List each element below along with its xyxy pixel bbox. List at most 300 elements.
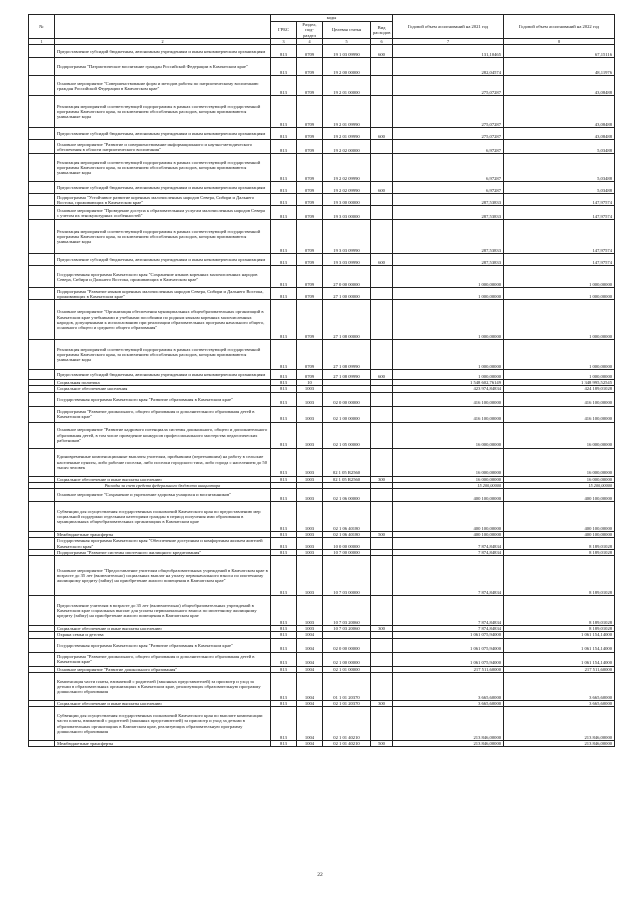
row-grbs-cell: 813 bbox=[271, 206, 297, 220]
row-exp-type-cell bbox=[371, 596, 393, 626]
table-row bbox=[29, 448, 615, 476]
row-exp-type-cell: 600 bbox=[371, 45, 393, 58]
table-row bbox=[29, 596, 615, 626]
row-sum-2022-cell: 15 200,00000 bbox=[504, 482, 615, 488]
row-sum-2022-cell: 213 846,00000 bbox=[504, 741, 615, 747]
row-exp-type-cell: 500 bbox=[371, 531, 393, 537]
row-number-cell bbox=[29, 300, 55, 340]
row-sum-2021-cell: 1 000,00000 bbox=[393, 300, 504, 340]
row-sum-2022-cell: 400 100,00000 bbox=[504, 531, 615, 537]
row-sum-2022-cell: 16 000,00000 bbox=[504, 422, 615, 448]
row-sum-2022-cell: 416 100,00000 bbox=[504, 392, 615, 406]
row-name-cell: Основное мероприятие "Организация обеспечения муниципальных общеобразовательных организаций в Камчатском крае учебниками и учебными пособиями по родным языкам коренных малочисленных народов, допущенными к использованию при реализации образовательных программ начального общего, основного общего и среднего общего образования" bbox=[55, 300, 271, 340]
row-sum-2022-cell: 3 665,60000 bbox=[504, 672, 615, 700]
row-sum-2022-cell: 147,97574 bbox=[504, 254, 615, 266]
row-sum-2022-cell: 400 100,00000 bbox=[504, 488, 615, 501]
row-sum-2021-cell: 7 874,84834 bbox=[393, 626, 504, 632]
row-exp-type-cell bbox=[371, 206, 393, 220]
row-sum-2021-cell: 15 200,00000 bbox=[393, 482, 504, 488]
row-sum-2022-cell: 400 100,00000 bbox=[504, 501, 615, 531]
row-exp-type-cell bbox=[371, 652, 393, 666]
row-grbs-cell: 813 bbox=[271, 300, 297, 340]
row-target-cell: 27 1 08 00000 bbox=[323, 300, 371, 340]
row-grbs-cell: 813 bbox=[271, 254, 297, 266]
row-sum-2022-cell: 43,08488 bbox=[504, 96, 615, 128]
row-number-cell bbox=[29, 406, 55, 422]
row-section-cell: 1003 bbox=[297, 531, 323, 537]
row-grbs-cell: 813 bbox=[271, 501, 297, 531]
table-row bbox=[29, 220, 615, 254]
row-number-cell bbox=[29, 220, 55, 254]
budget-table-body bbox=[29, 45, 615, 747]
row-sum-2021-cell: 400 100,00000 bbox=[393, 531, 504, 537]
table-row bbox=[29, 58, 615, 76]
row-sum-2022-cell: 1 000,00000 bbox=[504, 300, 615, 340]
row-target-cell: 19 2 02 09990 bbox=[323, 154, 371, 182]
row-grbs-cell: 813 bbox=[271, 556, 297, 596]
table-row bbox=[29, 707, 615, 741]
row-sum-2021-cell: 3 665,60000 bbox=[393, 672, 504, 700]
row-exp-type-cell: 300 bbox=[371, 626, 393, 632]
row-name-cell: Основное мероприятие "Сохранение и укрепление здоровья учащихся и воспитанников" bbox=[55, 488, 271, 501]
row-grbs-cell: 813 bbox=[271, 194, 297, 206]
row-grbs-cell: 813 bbox=[271, 538, 297, 550]
row-target-cell: 10 7 03 00000 bbox=[323, 556, 371, 596]
row-grbs-cell: 813 bbox=[271, 182, 297, 194]
row-section-cell: 1004 bbox=[297, 632, 323, 638]
row-name-cell: Реализация мероприятий соответствующей подпрограммы в рамках соответствующей государственной программы Камчатского края, за исключением обособленных расходов, которым присваиваются уникальные коды bbox=[55, 154, 271, 182]
row-sum-2022-cell: 5,03488 bbox=[504, 182, 615, 194]
row-number-cell bbox=[29, 370, 55, 380]
table-row bbox=[29, 488, 615, 501]
row-target-cell: 10 7 03 20060 bbox=[323, 626, 371, 632]
row-exp-type-cell bbox=[371, 154, 393, 182]
row-name-cell: Социальное обеспечение населения bbox=[55, 386, 271, 392]
row-target-cell: 02 1 01 40210 bbox=[323, 707, 371, 741]
row-name-cell: Государственная программа Камчатского края "Развитие образования в Камчатском крае" bbox=[55, 638, 271, 652]
table-row bbox=[29, 538, 615, 550]
row-target-cell: 02 1 01 40210 bbox=[323, 741, 371, 747]
row-name-cell: Предоставление субсидий бюджетным, автономным учреждениям и иным некоммерческим организациям bbox=[55, 45, 271, 58]
row-target-cell: 27 1 00 00000 bbox=[323, 288, 371, 300]
row-grbs-cell: 813 bbox=[271, 596, 297, 626]
row-section-cell: 0709 bbox=[297, 128, 323, 140]
row-grbs-cell: 813 bbox=[271, 638, 297, 652]
table-row bbox=[29, 154, 615, 182]
header-index: 6 bbox=[371, 39, 393, 45]
row-grbs-cell: 813 bbox=[271, 672, 297, 700]
row-grbs-cell: 813 bbox=[271, 632, 297, 638]
row-grbs-cell: 813 bbox=[271, 45, 297, 58]
row-sum-2021-cell: 287,53833 bbox=[393, 220, 504, 254]
row-grbs-cell: 813 bbox=[271, 652, 297, 666]
header-target: Целевая статья bbox=[323, 22, 371, 39]
row-exp-type-cell bbox=[371, 556, 393, 596]
row-exp-type-cell bbox=[371, 392, 393, 406]
table-row bbox=[29, 76, 615, 96]
row-exp-type-cell bbox=[371, 340, 393, 370]
row-name-cell: Субвенции для осуществления государственных полномочий Камчатского края по предоставлению мер социальной поддержки отдельным категориям граждан в период получения ими образования в муниципальных общеобразовательных организациях в Камчатском крае bbox=[55, 501, 271, 531]
row-number-cell bbox=[29, 154, 55, 182]
table-row bbox=[29, 45, 615, 58]
row-grbs-cell: 813 bbox=[271, 550, 297, 556]
row-sum-2021-cell: 217 511,60000 bbox=[393, 666, 504, 672]
row-number-cell bbox=[29, 340, 55, 370]
row-grbs-cell: 813 bbox=[271, 386, 297, 392]
row-name-cell: Предоставление субсидий бюджетным, автономным учреждениям и иным некоммерческим организациям bbox=[55, 182, 271, 194]
row-target-cell: 19 2 01 00000 bbox=[323, 76, 371, 96]
row-exp-type-cell bbox=[371, 672, 393, 700]
row-exp-type-cell bbox=[371, 538, 393, 550]
table-row bbox=[29, 140, 615, 154]
row-number-cell bbox=[29, 448, 55, 476]
row-number-cell bbox=[29, 194, 55, 206]
header-index: 8 bbox=[504, 39, 615, 45]
row-grbs-cell: 813 bbox=[271, 700, 297, 706]
page-number: 22 bbox=[317, 872, 323, 878]
row-section-cell: 1004 bbox=[297, 666, 323, 672]
row-sum-2022-cell: 1 000,00000 bbox=[504, 266, 615, 288]
table-row bbox=[29, 194, 615, 206]
row-sum-2022-cell: 8 189,01028 bbox=[504, 550, 615, 556]
row-section-cell: 1003 bbox=[297, 550, 323, 556]
row-section-cell: 1004 bbox=[297, 638, 323, 652]
row-target-cell: 02 0 00 00000 bbox=[323, 392, 371, 406]
row-sum-2021-cell: 1 000,00000 bbox=[393, 340, 504, 370]
row-sum-2022-cell: 213 846,00000 bbox=[504, 707, 615, 741]
row-number-cell bbox=[29, 58, 55, 76]
row-number-cell bbox=[29, 707, 55, 741]
row-section-cell: 0709 bbox=[297, 266, 323, 288]
row-sum-2021-cell: 6,97287 bbox=[393, 140, 504, 154]
row-grbs-cell: 813 bbox=[271, 531, 297, 537]
row-name-cell: Социальное обеспечение и иные выплаты населению bbox=[55, 700, 271, 706]
row-sum-2022-cell: 67,15116 bbox=[504, 45, 615, 58]
row-exp-type-cell bbox=[371, 300, 393, 340]
row-name-cell: Предоставление субсидий бюджетным, автономным учреждениям и иным некоммерческим организациям bbox=[55, 370, 271, 380]
row-grbs-cell: 813 bbox=[271, 370, 297, 380]
row-section-cell: 0709 bbox=[297, 182, 323, 194]
row-section-cell: 1003 bbox=[297, 596, 323, 626]
row-sum-2022-cell: 416 100,00000 bbox=[504, 406, 615, 422]
row-section-cell: 0709 bbox=[297, 45, 323, 58]
row-name-cell: Компенсация части платы, взимаемой с родителей (законных представителей) за присмотр и уход за детьми в образовательных организациях в Камчатском крае, реализующих образовательную программу дошкольного образования bbox=[55, 672, 271, 700]
row-exp-type-cell: 600 bbox=[371, 128, 393, 140]
row-sum-2021-cell: 1 000,00000 bbox=[393, 288, 504, 300]
table-row bbox=[29, 556, 615, 596]
row-section-cell: 1004 bbox=[297, 672, 323, 700]
row-sum-2022-cell: 1 000,00000 bbox=[504, 288, 615, 300]
row-section-cell: 1004 bbox=[297, 652, 323, 666]
row-grbs-cell: 813 bbox=[271, 288, 297, 300]
row-name-cell: Предоставление учителям в возрасте до 35 лет (включительно) общеобразовательных учреждений в Камчатском крае социальных выплат для уплаты первоначального взноса по ипотечному жилищному кредиту (займу) на приобретение жилого помещения в Камчатском крае bbox=[55, 596, 271, 626]
row-section-cell: 1004 bbox=[297, 741, 323, 747]
row-name-cell: Подпрограмма "Развитие дошкольного, общего образования и дополнительного образования детей в Камчатском крае" bbox=[55, 406, 271, 422]
row-sum-2021-cell: 287,53833 bbox=[393, 194, 504, 206]
table-row bbox=[29, 96, 615, 128]
header-index: 2 bbox=[55, 39, 271, 45]
row-number-cell bbox=[29, 652, 55, 666]
header-index: 3 bbox=[271, 39, 297, 45]
row-grbs-cell: 813 bbox=[271, 488, 297, 501]
row-grbs-cell: 813 bbox=[271, 626, 297, 632]
row-sum-2022-cell: 1 348 995,52545 bbox=[504, 380, 615, 386]
row-exp-type-cell bbox=[371, 194, 393, 206]
row-sum-2022-cell: 1 061 154,14000 bbox=[504, 652, 615, 666]
row-name-cell: Подпрограмма "Патриотическое воспитание граждан Российской Федерации в Камчатском крае" bbox=[55, 58, 271, 76]
row-section-cell: 0709 bbox=[297, 220, 323, 254]
row-sum-2021-cell: 7 874,84834 bbox=[393, 596, 504, 626]
row-sum-2021-cell: 7 874,84834 bbox=[393, 556, 504, 596]
row-name-cell: Основное мероприятие "Развитие дошкольного образования" bbox=[55, 666, 271, 672]
row-section-cell: 1003 bbox=[297, 422, 323, 448]
row-section-cell: 1003 bbox=[297, 626, 323, 632]
row-grbs-cell: 813 bbox=[271, 220, 297, 254]
table-row bbox=[29, 672, 615, 700]
row-sum-2021-cell: 16 000,00000 bbox=[393, 476, 504, 482]
row-sum-2021-cell: 287,53833 bbox=[393, 206, 504, 220]
row-section-cell: 1003 bbox=[297, 488, 323, 501]
row-target-cell: 02 0 00 00000 bbox=[323, 638, 371, 652]
row-section-cell: 0709 bbox=[297, 140, 323, 154]
row-sum-2021-cell: 282,04574 bbox=[393, 58, 504, 76]
row-target-cell: 02 1 00 00000 bbox=[323, 406, 371, 422]
row-name-cell: Социальное обеспечение и иные выплаты населению bbox=[55, 476, 271, 482]
row-exp-type-cell bbox=[371, 488, 393, 501]
table-row bbox=[29, 340, 615, 370]
row-sum-2021-cell: 3 665,60000 bbox=[393, 700, 504, 706]
row-section-cell: 0709 bbox=[297, 370, 323, 380]
row-exp-type-cell bbox=[371, 96, 393, 128]
table-row bbox=[29, 300, 615, 340]
row-sum-2021-cell: 423 974,84834 bbox=[393, 386, 504, 392]
row-exp-type-cell bbox=[371, 288, 393, 300]
row-sum-2022-cell: 8 189,01028 bbox=[504, 556, 615, 596]
header-exp-type: Вид расходов bbox=[371, 22, 393, 39]
table-row bbox=[29, 254, 615, 266]
row-target-cell: 02 1 06 40180 bbox=[323, 531, 371, 537]
row-sum-2021-cell: 416 100,00000 bbox=[393, 392, 504, 406]
row-exp-type-cell bbox=[371, 76, 393, 96]
row-number-cell bbox=[29, 501, 55, 531]
row-name-cell: Межбюджетные трансферты bbox=[55, 741, 271, 747]
row-section-cell: 0709 bbox=[297, 254, 323, 266]
row-sum-2022-cell: 48,11976 bbox=[504, 58, 615, 76]
row-sum-2021-cell: 1 548 602,76149 bbox=[393, 380, 504, 386]
row-target-cell: 19 2 00 00000 bbox=[323, 58, 371, 76]
row-sum-2021-cell: 275,07287 bbox=[393, 96, 504, 128]
row-sum-2022-cell: 424 189,01028 bbox=[504, 386, 615, 392]
row-name-cell: Основное мероприятие "Предоставление учителям общеобразовательных учреждений в Камчатском крае в возрасте до 35 лет (включительно) социальных выплат на уплату первоначального взноса по ипотечному жилищному кредиту (займу) на приобретение жилого помещения в Камчатском крае" bbox=[55, 556, 271, 596]
row-grbs-cell: 813 bbox=[271, 58, 297, 76]
row-target-cell: 27 1 08 09990 bbox=[323, 340, 371, 370]
row-name-cell: Основное мероприятие "Проведение доступа к образовательным услугам малочисленных народов Севера с учетом их этнокультурных особенностей" bbox=[55, 206, 271, 220]
row-target-cell: 02 1 05 R2560 bbox=[323, 448, 371, 476]
row-exp-type-cell bbox=[371, 501, 393, 531]
row-name-cell: Предоставление субсидий бюджетным, автономным учреждениям и иным некоммерческим организациям bbox=[55, 254, 271, 266]
row-number-cell bbox=[29, 422, 55, 448]
row-number-cell bbox=[29, 556, 55, 596]
header-index: 1 bbox=[29, 39, 55, 45]
table-row bbox=[29, 288, 615, 300]
row-section-cell: 1003 bbox=[297, 448, 323, 476]
row-section-cell: 1003 bbox=[297, 476, 323, 482]
row-name-cell: Подпрограмма "Развитие системы ипотечного жилищного кредитования" bbox=[55, 550, 271, 556]
row-name-cell: Межбюджетные трансферты bbox=[55, 531, 271, 537]
row-exp-type-cell bbox=[371, 220, 393, 254]
row-name-cell: Основное мероприятие "Развитие и совершенствование информационного и научно-методического обеспечения в области патриотического воспитания" bbox=[55, 140, 271, 154]
row-sum-2022-cell: 147,97574 bbox=[504, 194, 615, 206]
row-exp-type-cell bbox=[371, 707, 393, 741]
row-sum-2021-cell: 1 000,00000 bbox=[393, 266, 504, 288]
row-grbs-cell: 813 bbox=[271, 96, 297, 128]
row-target-cell: 02 1 05 00000 bbox=[323, 422, 371, 448]
row-grbs-cell: 813 bbox=[271, 266, 297, 288]
row-number-cell bbox=[29, 128, 55, 140]
row-exp-type-cell: 300 bbox=[371, 700, 393, 706]
row-sum-2021-cell: 131,10465 bbox=[393, 45, 504, 58]
row-target-cell: 19 2 02 09990 bbox=[323, 182, 371, 194]
row-grbs-cell: 813 bbox=[271, 448, 297, 476]
header-num: № bbox=[29, 15, 55, 39]
row-grbs-cell: 813 bbox=[271, 340, 297, 370]
row-sum-2022-cell: 43,08488 bbox=[504, 76, 615, 96]
table-row bbox=[29, 741, 615, 747]
row-sum-2021-cell: 6,97287 bbox=[393, 154, 504, 182]
row-name-cell: Государственная программа Камчатского края "Обеспечение доступным и комфортным жильем жителей Камчатского края" bbox=[55, 538, 271, 550]
row-section-cell: 0709 bbox=[297, 96, 323, 128]
row-grbs-cell: 813 bbox=[271, 154, 297, 182]
row-sum-2021-cell: 7 874,84834 bbox=[393, 550, 504, 556]
row-number-cell bbox=[29, 488, 55, 501]
row-name-cell: Государственная программа Камчатского края "Развитие образования в Камчатском крае" bbox=[55, 392, 271, 406]
row-name-cell: Реализация мероприятий соответствующей подпрограммы в рамках соответствующей государственной программы Камчатского края, за исключением обособленных расходов, которым присваиваются уникальные коды bbox=[55, 220, 271, 254]
row-grbs-cell: 813 bbox=[271, 666, 297, 672]
row-section-cell: 1003 bbox=[297, 386, 323, 392]
budget-table bbox=[28, 14, 615, 747]
row-sum-2021-cell: 213 846,00000 bbox=[393, 741, 504, 747]
table-row bbox=[29, 266, 615, 288]
row-sum-2021-cell: 213 846,00000 bbox=[393, 707, 504, 741]
row-number-cell bbox=[29, 266, 55, 288]
header-index: 4 bbox=[297, 39, 323, 45]
header-grbs: ГРБС bbox=[271, 22, 297, 39]
row-section-cell: 0709 bbox=[297, 76, 323, 96]
row-sum-2022-cell: 1 000,00000 bbox=[504, 340, 615, 370]
row-exp-type-cell bbox=[371, 140, 393, 154]
row-sum-2021-cell: 400 100,00000 bbox=[393, 488, 504, 501]
row-grbs-cell: 813 bbox=[271, 707, 297, 741]
row-name-cell: Реализация мероприятий соответствующей подпрограммы в рамках соответствующей государственной программы Камчатского края, за исключением обособленных расходов, которым присваиваются уникальные коды bbox=[55, 340, 271, 370]
row-sum-2022-cell: 43,08488 bbox=[504, 128, 615, 140]
row-sum-2021-cell: 7 874,84834 bbox=[393, 538, 504, 550]
header-section: Раздел, под-раздел bbox=[297, 22, 323, 39]
row-number-cell bbox=[29, 254, 55, 266]
row-name-cell: Подпрограмма "Развитие дошкольного, общего образования и дополнительного образования детей в Камчатском крае" bbox=[55, 652, 271, 666]
row-target-cell: 19 2 01 09990 bbox=[323, 128, 371, 140]
row-sum-2021-cell: 1 061 075,94000 bbox=[393, 632, 504, 638]
table-row bbox=[29, 370, 615, 380]
row-sum-2021-cell: 275,07287 bbox=[393, 128, 504, 140]
row-grbs-cell: 813 bbox=[271, 741, 297, 747]
row-exp-type-cell: 300 bbox=[371, 476, 393, 482]
row-sum-2021-cell: 6,97287 bbox=[393, 182, 504, 194]
row-number-cell bbox=[29, 45, 55, 58]
row-target-cell: 27 1 08 09990 bbox=[323, 370, 371, 380]
header-codes-group: коды bbox=[271, 15, 393, 22]
row-name-cell: Предоставление субсидий бюджетным, автономным учреждениям и иным некоммерческим организациям bbox=[55, 128, 271, 140]
row-section-cell: 1003 bbox=[297, 392, 323, 406]
row-sum-2021-cell: 416 100,00000 bbox=[393, 406, 504, 422]
table-row bbox=[29, 652, 615, 666]
row-sum-2021-cell: 1 000,00000 bbox=[393, 370, 504, 380]
row-target-cell: 19 3 03 09990 bbox=[323, 254, 371, 266]
row-exp-type-cell bbox=[371, 58, 393, 76]
row-grbs-cell: 813 bbox=[271, 128, 297, 140]
row-grbs-cell: 813 bbox=[271, 476, 297, 482]
row-sum-2022-cell: 8 189,01028 bbox=[504, 626, 615, 632]
row-number-cell bbox=[29, 288, 55, 300]
row-target-cell: 10 7 00 00000 bbox=[323, 550, 371, 556]
row-sum-2022-cell: 1 061 154,14000 bbox=[504, 632, 615, 638]
budget-table-sheet bbox=[28, 14, 614, 747]
row-target-cell: 10 0 00 00000 bbox=[323, 538, 371, 550]
row-exp-type-cell bbox=[371, 266, 393, 288]
row-name-cell: Государственная программа Камчатского края "Сохранение языков коренных малочисленных народов Севера, Сибири и Дальнего Востока, проживающих в Камчатском крае" bbox=[55, 266, 271, 288]
row-name-cell: Социальная политика bbox=[55, 380, 271, 386]
row-number-cell bbox=[29, 206, 55, 220]
row-grbs-cell: 813 bbox=[271, 406, 297, 422]
row-target-cell: 19 2 02 00000 bbox=[323, 140, 371, 154]
row-name-cell: Реализация мероприятий соответствующей подпрограммы в рамках соответствующей государственной программы Камчатского края, за исключением обособленных расходов, которым присваиваются уникальные коды bbox=[55, 96, 271, 128]
row-number-cell bbox=[29, 596, 55, 626]
row-target-cell: 02 1 01 20370 bbox=[323, 700, 371, 706]
row-number-cell bbox=[29, 182, 55, 194]
row-sum-2021-cell: 16 000,00000 bbox=[393, 422, 504, 448]
table-row bbox=[29, 206, 615, 220]
row-name-cell: Основное мероприятие "Развитие кадрового потенциала системы дошкольного, общего и дополнительного образования детей, в том числе проведение конкурсов профессионального мастерства педагогических работников" bbox=[55, 422, 271, 448]
row-number-cell bbox=[29, 76, 55, 96]
row-number-cell bbox=[29, 638, 55, 652]
row-section-cell: 0709 bbox=[297, 154, 323, 182]
row-target-cell: 10 7 03 20060 bbox=[323, 596, 371, 626]
table-row bbox=[29, 406, 615, 422]
row-target-cell: 02 1 06 40180 bbox=[323, 501, 371, 531]
row-sum-2022-cell: 3 665,60000 bbox=[504, 700, 615, 706]
row-number-cell bbox=[29, 741, 55, 747]
header-sum-2021: Годовой объем ассигнований на 2021 год bbox=[393, 15, 504, 39]
row-sum-2022-cell: 147,97574 bbox=[504, 220, 615, 254]
row-section-cell: 1004 bbox=[297, 700, 323, 706]
row-section-cell: 1003 bbox=[297, 501, 323, 531]
row-name-cell: Охрана семьи и детства bbox=[55, 632, 271, 638]
row-grbs-cell: 813 bbox=[271, 76, 297, 96]
row-exp-type-cell bbox=[371, 406, 393, 422]
row-sum-2021-cell: 1 061 075,94000 bbox=[393, 638, 504, 652]
header-index: 7 bbox=[393, 39, 504, 45]
row-section-cell: 0709 bbox=[297, 58, 323, 76]
row-sum-2022-cell: 217 511,60000 bbox=[504, 666, 615, 672]
header-name bbox=[55, 15, 271, 39]
row-target-cell: 02 1 00 00000 bbox=[323, 652, 371, 666]
table-row bbox=[29, 128, 615, 140]
row-section-cell: 0709 bbox=[297, 194, 323, 206]
row-grbs-cell: 813 bbox=[271, 140, 297, 154]
row-target-cell: 02 1 06 00000 bbox=[323, 488, 371, 501]
table-row bbox=[29, 638, 615, 652]
row-target-cell: 19 3 00 00000 bbox=[323, 194, 371, 206]
row-exp-type-cell: 600 bbox=[371, 182, 393, 194]
